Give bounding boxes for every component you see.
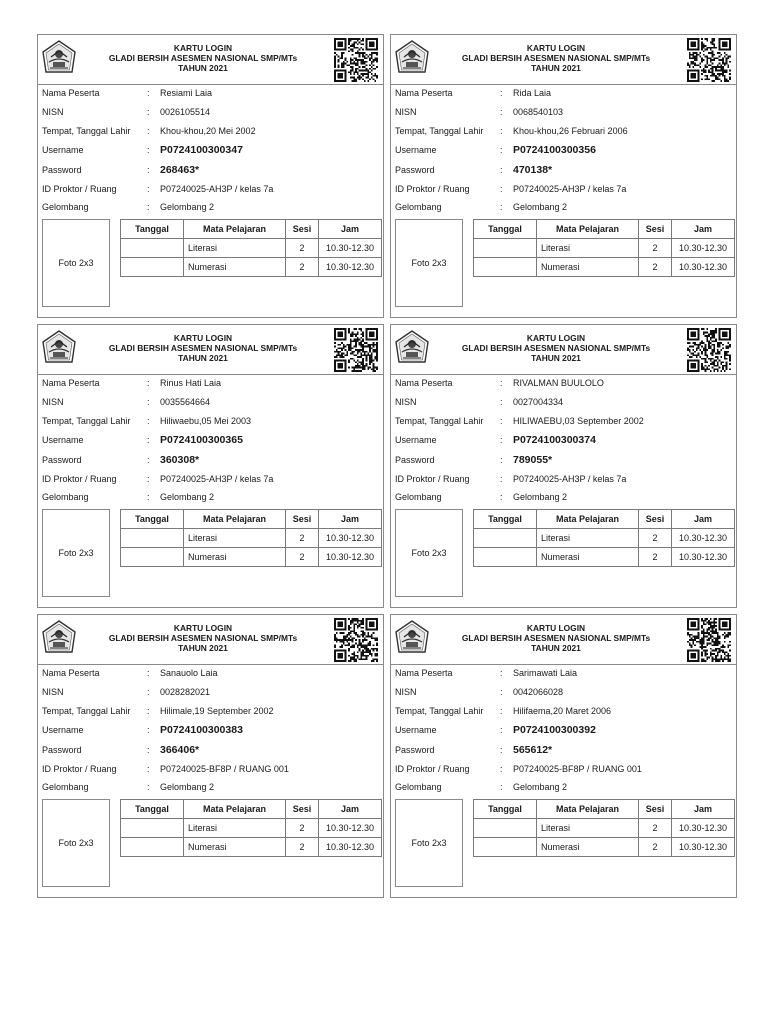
qr-code-icon <box>687 38 731 82</box>
card-header <box>391 325 736 375</box>
value-username: P0724100300347 <box>160 144 243 156</box>
value-proktor: P07240025-BF8P / RUANG 001 <box>160 764 289 774</box>
colon: : <box>500 88 503 98</box>
cell-sesi: 2 <box>639 529 672 548</box>
tut-wuri-handayani-logo-icon <box>395 330 429 366</box>
value-username: P0724100300374 <box>513 434 596 446</box>
cell-jam: 10.30-12.30 <box>319 258 382 277</box>
label-username: Username <box>395 145 437 155</box>
photo-label: Foto 2x3 <box>58 548 94 558</box>
card-title-line1: KARTU LOGIN <box>526 43 586 53</box>
label-gelombang: Gelombang <box>395 492 442 502</box>
cell-sesi: 2 <box>639 819 672 838</box>
header-tanggal: Tanggal <box>474 800 537 819</box>
colon: : <box>147 725 150 735</box>
colon: : <box>500 687 503 697</box>
photo-placeholder <box>395 219 463 307</box>
cell-sesi: 2 <box>286 258 319 277</box>
table-row <box>121 239 382 258</box>
label-password: Password <box>42 745 82 755</box>
cell-tanggal <box>474 239 537 258</box>
card-header <box>391 615 736 665</box>
colon: : <box>147 378 150 388</box>
colon: : <box>147 126 150 136</box>
value-password: 268463* <box>160 164 200 176</box>
label-nisn: NISN <box>395 687 417 697</box>
value-gelombang: Gelombang 2 <box>160 492 215 502</box>
login-card-1 <box>37 34 384 318</box>
card-title-line1: KARTU LOGIN <box>173 43 233 53</box>
header-tanggal: Tanggal <box>121 220 184 239</box>
cell-jam: 10.30-12.30 <box>319 529 382 548</box>
cell-jam: 10.30-12.30 <box>319 838 382 857</box>
label-password: Password <box>395 745 435 755</box>
login-card-6 <box>390 614 737 898</box>
label-password: Password <box>395 165 435 175</box>
value-gelombang: Gelombang 2 <box>513 492 568 502</box>
cell-jam: 10.30-12.30 <box>672 819 735 838</box>
header-mapel: Mata Pelajaran <box>184 800 286 819</box>
label-proktor: ID Proktor / Ruang <box>42 474 117 484</box>
cell-mapel: Numerasi <box>184 258 286 277</box>
label-gelombang: Gelombang <box>395 202 442 212</box>
cell-sesi: 2 <box>639 838 672 857</box>
header-mapel: Mata Pelajaran <box>537 800 639 819</box>
photo-label: Foto 2x3 <box>411 548 447 558</box>
value-proktor: P07240025-AH3P / kelas 7a <box>513 474 627 484</box>
label-nisn: NISN <box>42 687 64 697</box>
value-password: 360308* <box>160 454 200 466</box>
card-title-line2: GLADI BERSIH ASESMEN NASIONAL SMP/MTs <box>461 633 651 643</box>
colon: : <box>500 126 503 136</box>
header-sesi: Sesi <box>639 220 672 239</box>
cell-mapel: Numerasi <box>537 258 639 277</box>
colon: : <box>500 764 503 774</box>
header-jam: Jam <box>319 220 382 239</box>
card-title-line3: TAHUN 2021 <box>531 643 581 653</box>
tut-wuri-handayani-logo-icon <box>42 40 76 76</box>
card-title-line3: TAHUN 2021 <box>178 643 228 653</box>
colon: : <box>500 202 503 212</box>
header-mapel: Mata Pelajaran <box>537 220 639 239</box>
qr-code-icon <box>687 618 731 662</box>
card-title-line2: GLADI BERSIH ASESMEN NASIONAL SMP/MTs <box>461 343 651 353</box>
table-row <box>121 548 382 567</box>
colon: : <box>500 668 503 678</box>
colon: : <box>147 745 150 755</box>
header-tanggal: Tanggal <box>121 510 184 529</box>
cell-sesi: 2 <box>286 548 319 567</box>
card-title <box>78 623 328 653</box>
cell-tanggal <box>121 819 184 838</box>
table-header-row <box>474 510 735 529</box>
card-title-line3: TAHUN 2021 <box>178 63 228 73</box>
value-gelombang: Gelombang 2 <box>513 202 568 212</box>
label-nisn: NISN <box>395 107 417 117</box>
cell-jam: 10.30-12.30 <box>319 239 382 258</box>
tut-wuri-handayani-logo-icon <box>42 330 76 366</box>
schedule-table <box>473 219 735 277</box>
label-ttl: Tempat, Tanggal Lahir <box>395 126 484 136</box>
label-nisn: NISN <box>42 397 64 407</box>
cell-mapel: Numerasi <box>537 548 639 567</box>
table-row <box>474 529 735 548</box>
value-username: P0724100300356 <box>513 144 596 156</box>
value-ttl: Khou-khou,26 Februari 2006 <box>513 126 628 136</box>
value-proktor: P07240025-AH3P / kelas 7a <box>160 184 274 194</box>
login-card-5 <box>37 614 384 898</box>
card-title-line1: KARTU LOGIN <box>526 333 586 343</box>
header-sesi: Sesi <box>639 510 672 529</box>
colon: : <box>147 492 150 502</box>
qr-code-icon <box>334 328 378 372</box>
colon: : <box>147 764 150 774</box>
cell-sesi: 2 <box>639 258 672 277</box>
cell-mapel: Numerasi <box>537 838 639 857</box>
photo-placeholder <box>395 799 463 887</box>
cell-jam: 10.30-12.30 <box>672 258 735 277</box>
colon: : <box>500 378 503 388</box>
cell-tanggal <box>121 838 184 857</box>
table-row <box>474 239 735 258</box>
cell-sesi: 2 <box>286 838 319 857</box>
label-nama: Nama Peserta <box>395 88 453 98</box>
value-username: P0724100300392 <box>513 724 596 736</box>
cell-jam: 10.30-12.30 <box>319 548 382 567</box>
label-ttl: Tempat, Tanggal Lahir <box>42 706 131 716</box>
value-nama: Sarimawati Laia <box>513 668 578 678</box>
value-nisn: 0028282021 <box>160 687 211 697</box>
header-jam: Jam <box>319 510 382 529</box>
colon: : <box>147 435 150 445</box>
value-nama: Resiami Laia <box>160 88 213 98</box>
cell-sesi: 2 <box>639 239 672 258</box>
card-title-line2: GLADI BERSIH ASESMEN NASIONAL SMP/MTs <box>108 633 298 643</box>
table-row <box>474 258 735 277</box>
colon: : <box>147 397 150 407</box>
label-nama: Nama Peserta <box>42 88 100 98</box>
card-header <box>38 325 383 375</box>
value-proktor: P07240025-BF8P / RUANG 001 <box>513 764 642 774</box>
cell-sesi: 2 <box>286 529 319 548</box>
label-nama: Nama Peserta <box>395 378 453 388</box>
card-title <box>78 333 328 363</box>
table-header-row <box>474 220 735 239</box>
card-title-line1: KARTU LOGIN <box>173 623 233 633</box>
cell-jam: 10.30-12.30 <box>672 548 735 567</box>
schedule-table <box>120 799 382 857</box>
table-row <box>121 529 382 548</box>
value-ttl: Hiliwaebu,05 Mei 2003 <box>160 416 252 426</box>
header-jam: Jam <box>319 800 382 819</box>
label-password: Password <box>42 455 82 465</box>
colon: : <box>147 782 150 792</box>
header-jam: Jam <box>672 510 735 529</box>
label-nisn: NISN <box>42 107 64 117</box>
colon: : <box>147 107 150 117</box>
tut-wuri-handayani-logo-icon <box>395 40 429 76</box>
colon: : <box>147 202 150 212</box>
cell-mapel: Numerasi <box>184 548 286 567</box>
label-ttl: Tempat, Tanggal Lahir <box>395 706 484 716</box>
colon: : <box>147 145 150 155</box>
colon: : <box>500 492 503 502</box>
value-nisn: 0068540103 <box>513 107 564 117</box>
photo-label: Foto 2x3 <box>58 258 94 268</box>
table-header-row <box>121 800 382 819</box>
value-gelombang: Gelombang 2 <box>513 782 568 792</box>
value-nama: RIVALMAN BUULOLO <box>513 378 604 388</box>
value-password: 789055* <box>513 454 553 466</box>
colon: : <box>500 455 503 465</box>
value-username: P0724100300383 <box>160 724 243 736</box>
value-nama: Sanauolo Laia <box>160 668 218 678</box>
header-jam: Jam <box>672 220 735 239</box>
schedule-table <box>473 799 735 857</box>
cell-jam: 10.30-12.30 <box>319 819 382 838</box>
value-nisn: 0026105514 <box>160 107 211 117</box>
cell-tanggal <box>474 548 537 567</box>
card-title-line3: TAHUN 2021 <box>531 353 581 363</box>
cell-jam: 10.30-12.30 <box>672 239 735 258</box>
photo-placeholder <box>42 509 110 597</box>
table-header-row <box>121 510 382 529</box>
label-proktor: ID Proktor / Ruang <box>395 184 470 194</box>
cell-mapel: Numerasi <box>184 838 286 857</box>
header-mapel: Mata Pelajaran <box>184 220 286 239</box>
schedule-table <box>120 509 382 567</box>
label-password: Password <box>395 455 435 465</box>
photo-placeholder <box>395 509 463 597</box>
label-username: Username <box>42 435 84 445</box>
label-gelombang: Gelombang <box>42 202 89 212</box>
table-row <box>121 819 382 838</box>
colon: : <box>147 165 150 175</box>
value-ttl: Hilifaema,20 Maret 2006 <box>513 706 612 716</box>
cell-mapel: Literasi <box>184 239 286 258</box>
label-proktor: ID Proktor / Ruang <box>395 764 470 774</box>
card-title <box>431 623 681 653</box>
label-gelombang: Gelombang <box>42 492 89 502</box>
value-ttl: HILIWAEBU,03 September 2002 <box>513 416 644 426</box>
value-password: 565612* <box>513 744 553 756</box>
cell-mapel: Literasi <box>184 529 286 548</box>
card-title-line2: GLADI BERSIH ASESMEN NASIONAL SMP/MTs <box>108 343 298 353</box>
colon: : <box>500 745 503 755</box>
value-gelombang: Gelombang 2 <box>160 202 215 212</box>
card-title-line2: GLADI BERSIH ASESMEN NASIONAL SMP/MTs <box>108 53 298 63</box>
table-row <box>474 819 735 838</box>
value-username: P0724100300365 <box>160 434 243 446</box>
cell-mapel: Literasi <box>537 819 639 838</box>
card-title-line3: TAHUN 2021 <box>178 353 228 363</box>
qr-code-icon <box>687 328 731 372</box>
value-password: 470138* <box>513 164 553 176</box>
card-title-line1: KARTU LOGIN <box>526 623 586 633</box>
label-nama: Nama Peserta <box>42 378 100 388</box>
label-password: Password <box>42 165 82 175</box>
card-header <box>38 615 383 665</box>
label-proktor: ID Proktor / Ruang <box>42 184 117 194</box>
cell-tanggal <box>121 548 184 567</box>
colon: : <box>500 397 503 407</box>
colon: : <box>147 668 150 678</box>
photo-placeholder <box>42 219 110 307</box>
table-row <box>474 838 735 857</box>
schedule-table <box>473 509 735 567</box>
colon: : <box>147 706 150 716</box>
login-card-4 <box>390 324 737 608</box>
value-nisn: 0035564664 <box>160 397 211 407</box>
cell-jam: 10.30-12.30 <box>672 529 735 548</box>
value-ttl: Khou-khou,20 Mei 2002 <box>160 126 256 136</box>
label-ttl: Tempat, Tanggal Lahir <box>42 416 131 426</box>
colon: : <box>147 88 150 98</box>
tut-wuri-handayani-logo-icon <box>395 620 429 656</box>
label-ttl: Tempat, Tanggal Lahir <box>42 126 131 136</box>
label-nisn: NISN <box>395 397 417 407</box>
colon: : <box>500 725 503 735</box>
label-proktor: ID Proktor / Ruang <box>42 764 117 774</box>
value-proktor: P07240025-AH3P / kelas 7a <box>513 184 627 194</box>
label-username: Username <box>42 145 84 155</box>
login-card-2 <box>390 34 737 318</box>
cell-tanggal <box>121 529 184 548</box>
label-username: Username <box>395 435 437 445</box>
colon: : <box>147 474 150 484</box>
value-nisn: 0027004334 <box>513 397 564 407</box>
label-nama: Nama Peserta <box>42 668 100 678</box>
card-title-line3: TAHUN 2021 <box>531 63 581 73</box>
value-nama: Rida Laia <box>513 88 552 98</box>
colon: : <box>500 165 503 175</box>
label-ttl: Tempat, Tanggal Lahir <box>395 416 484 426</box>
label-gelombang: Gelombang <box>395 782 442 792</box>
cell-sesi: 2 <box>286 819 319 838</box>
tut-wuri-handayani-logo-icon <box>42 620 76 656</box>
header-mapel: Mata Pelajaran <box>184 510 286 529</box>
cell-sesi: 2 <box>639 548 672 567</box>
table-row <box>474 548 735 567</box>
table-row <box>121 258 382 277</box>
photo-placeholder <box>42 799 110 887</box>
header-sesi: Sesi <box>286 510 319 529</box>
colon: : <box>500 145 503 155</box>
header-tanggal: Tanggal <box>474 220 537 239</box>
card-title <box>431 333 681 363</box>
card-header <box>391 35 736 85</box>
cell-sesi: 2 <box>286 239 319 258</box>
value-password: 366406* <box>160 744 200 756</box>
header-tanggal: Tanggal <box>121 800 184 819</box>
photo-label: Foto 2x3 <box>411 258 447 268</box>
colon: : <box>500 474 503 484</box>
header-tanggal: Tanggal <box>474 510 537 529</box>
table-header-row <box>474 800 735 819</box>
colon: : <box>500 184 503 194</box>
card-header <box>38 35 383 85</box>
label-proktor: ID Proktor / Ruang <box>395 474 470 484</box>
cell-tanggal <box>121 258 184 277</box>
colon: : <box>500 107 503 117</box>
table-row <box>121 838 382 857</box>
colon: : <box>147 455 150 465</box>
colon: : <box>147 416 150 426</box>
value-gelombang: Gelombang 2 <box>160 782 215 792</box>
colon: : <box>500 435 503 445</box>
cell-tanggal <box>121 239 184 258</box>
header-sesi: Sesi <box>639 800 672 819</box>
label-nama: Nama Peserta <box>395 668 453 678</box>
photo-label: Foto 2x3 <box>411 838 447 848</box>
header-sesi: Sesi <box>286 220 319 239</box>
cell-tanggal <box>474 819 537 838</box>
header-sesi: Sesi <box>286 800 319 819</box>
card-title <box>431 43 681 73</box>
qr-code-icon <box>334 38 378 82</box>
colon: : <box>500 782 503 792</box>
cell-tanggal <box>474 529 537 548</box>
schedule-table <box>120 219 382 277</box>
card-title <box>78 43 328 73</box>
header-jam: Jam <box>672 800 735 819</box>
header-mapel: Mata Pelajaran <box>537 510 639 529</box>
card-title-line2: GLADI BERSIH ASESMEN NASIONAL SMP/MTs <box>461 53 651 63</box>
cell-mapel: Literasi <box>537 239 639 258</box>
cell-jam: 10.30-12.30 <box>672 838 735 857</box>
card-title-line1: KARTU LOGIN <box>173 333 233 343</box>
cell-mapel: Literasi <box>537 529 639 548</box>
colon: : <box>147 184 150 194</box>
photo-label: Foto 2x3 <box>58 838 94 848</box>
qr-code-icon <box>334 618 378 662</box>
value-ttl: Hilimale,19 September 2002 <box>160 706 274 716</box>
value-proktor: P07240025-AH3P / kelas 7a <box>160 474 274 484</box>
colon: : <box>147 687 150 697</box>
colon: : <box>500 706 503 716</box>
cell-tanggal <box>474 258 537 277</box>
colon: : <box>500 416 503 426</box>
label-username: Username <box>395 725 437 735</box>
value-nisn: 0042066028 <box>513 687 564 697</box>
label-username: Username <box>42 725 84 735</box>
value-nama: Rinus Hati Laia <box>160 378 222 388</box>
label-gelombang: Gelombang <box>42 782 89 792</box>
cell-tanggal <box>474 838 537 857</box>
cell-mapel: Literasi <box>184 819 286 838</box>
table-header-row <box>121 220 382 239</box>
login-card-3 <box>37 324 384 608</box>
